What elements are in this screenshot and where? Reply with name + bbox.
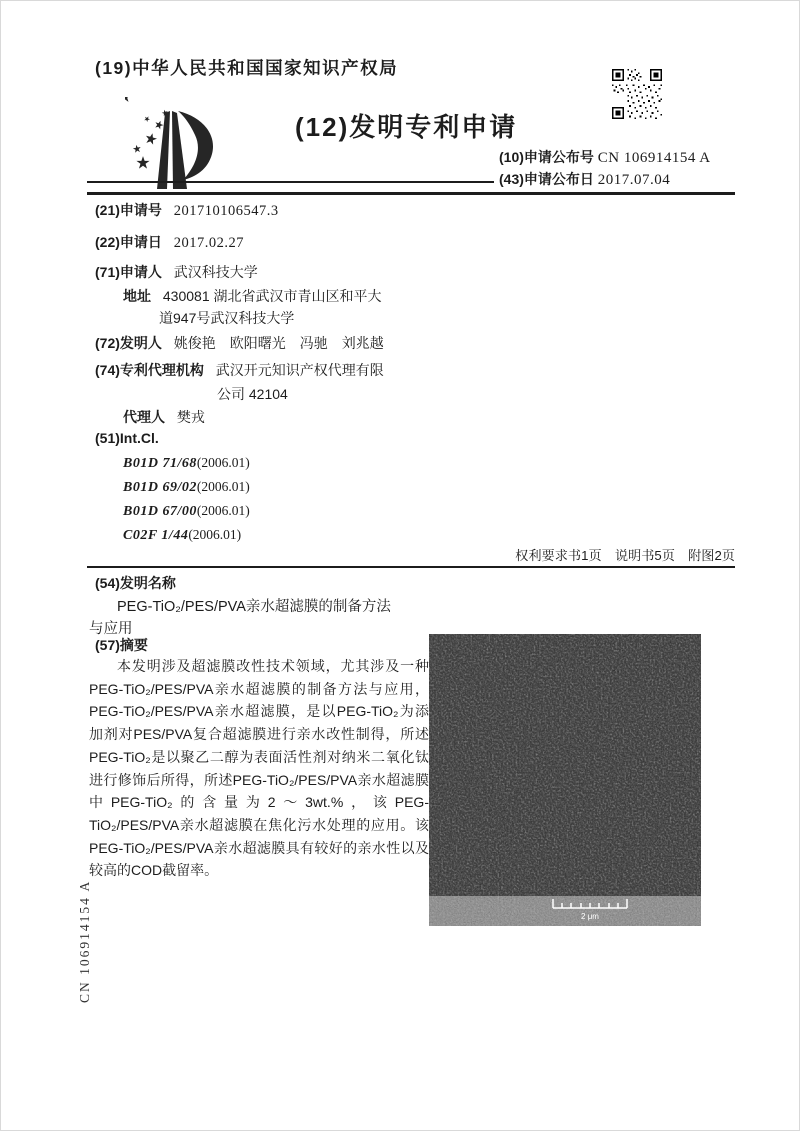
address-label: 地址 (123, 288, 151, 304)
publication-number-line (499, 147, 711, 167)
agency-label: (74)专利代理机构 (95, 362, 204, 378)
applicant-value: 武汉科技大学 (173, 264, 258, 280)
address-value-line2: 道947号武汉科技大学 (159, 310, 295, 326)
address-row-2 (159, 308, 294, 328)
intcl-row (95, 430, 167, 446)
invention-title-line2: 与应用 (89, 621, 133, 637)
agency-value-line2: 公司 42104 (217, 386, 288, 402)
applicant-label: (71)申请人 (95, 264, 162, 280)
ipc-entry (123, 526, 241, 544)
scale-bar-label: 2 μm (581, 912, 599, 921)
application-number-label: (21)申请号 (95, 202, 162, 218)
inventors-row (95, 333, 384, 353)
cnipa-logo-icon (125, 97, 223, 194)
inventors-label: (72)发明人 (95, 335, 162, 351)
vertical-publication-number: CN 106914154 A (77, 879, 92, 1003)
address-row (123, 286, 382, 306)
publication-date-value: 2017.07.04 (597, 172, 671, 188)
agency-row-2 (217, 384, 288, 404)
ipc-version: (2006.01) (188, 527, 242, 542)
patent-office-name: (19)中华人民共和国国家知识产权局 (95, 58, 399, 78)
ipc-version: (2006.01) (196, 503, 250, 518)
agent-row (123, 407, 205, 427)
publication-number-label: (10)申请公布号 (499, 149, 594, 165)
ipc-version: (2006.01) (196, 479, 250, 494)
application-number-value: 201710106547.3 (173, 203, 279, 219)
header-divider-short (87, 181, 494, 183)
header-divider-full (87, 192, 735, 195)
filing-date-value: 2017.02.27 (173, 235, 245, 251)
agent-label: 代理人 (123, 409, 165, 425)
agent-value: 樊戎 (176, 409, 205, 425)
filing-date-label: (22)申请日 (95, 234, 162, 250)
publication-date-line (499, 169, 670, 189)
address-value-line1: 430081 湖北省武汉市青山区和平大 (162, 288, 382, 304)
application-number-row (95, 200, 279, 220)
agency-value-line1: 武汉开元知识产权代理有限 (215, 362, 384, 378)
ipc-code: B01D 69/02 (123, 480, 197, 495)
invention-title-label: (54)发明名称 (95, 575, 176, 591)
intcl-label: (51)Int.Cl. (95, 430, 159, 446)
invention-title-line1: PEG-TiO₂/PES/PVA亲水超滤膜的制备方法 (117, 599, 391, 615)
abstract-label: (57)摘要 (95, 637, 148, 653)
publication-number-value: CN 106914154 A (597, 150, 711, 166)
document-type-title: (12)发明专利申请 (295, 112, 518, 142)
ipc-code: B01D 67/00 (123, 504, 197, 519)
applicant-row (95, 262, 258, 282)
filing-date-row (95, 232, 244, 252)
ipc-entry (123, 454, 250, 472)
qr-code-icon (612, 69, 662, 124)
pages-info: 权利要求书1页 说明书5页 附图2页 (515, 548, 735, 563)
publication-date-label: (43)申请公布日 (499, 171, 594, 187)
abstract-text: 本发明涉及超滤膜改性技术领域，尤其涉及一种PEG-TiO₂/PES/PVA亲水超滤膜的制备方法与应用，PEG-TiO₂/PES/PVA亲水超滤膜，是以PEG-TiO₂为添加剂对PES/PVA复合超滤膜进行亲水改性制得，所述PEG-TiO₂是以聚乙二醇为表面活性剂对纳米二氧化钛进行修饰后所得，所述PEG-TiO₂/PES/PVA亲水超滤膜中PEG-TiO₂的含量为2～3wt.%，该PEG-TiO₂/PES/PVA亲水超滤膜在焦化污水处理的应用。该PEG-TiO₂/PES/PVA亲水超滤膜具有较好的亲水性以及较高的COD截留率。 (89, 658, 429, 879)
ipc-version: (2006.01) (196, 455, 250, 470)
agency-row (95, 360, 384, 380)
ipc-entry (123, 502, 250, 520)
ipc-code: B01D 71/68 (123, 456, 197, 471)
ipc-code: C02F 1/44 (123, 528, 189, 543)
sem-micrograph-figure (429, 634, 701, 926)
section-divider (87, 566, 735, 568)
inventors-value: 姚俊艳 欧阳曙光 冯驰 刘兆越 (173, 335, 384, 351)
ipc-entry (123, 478, 250, 496)
